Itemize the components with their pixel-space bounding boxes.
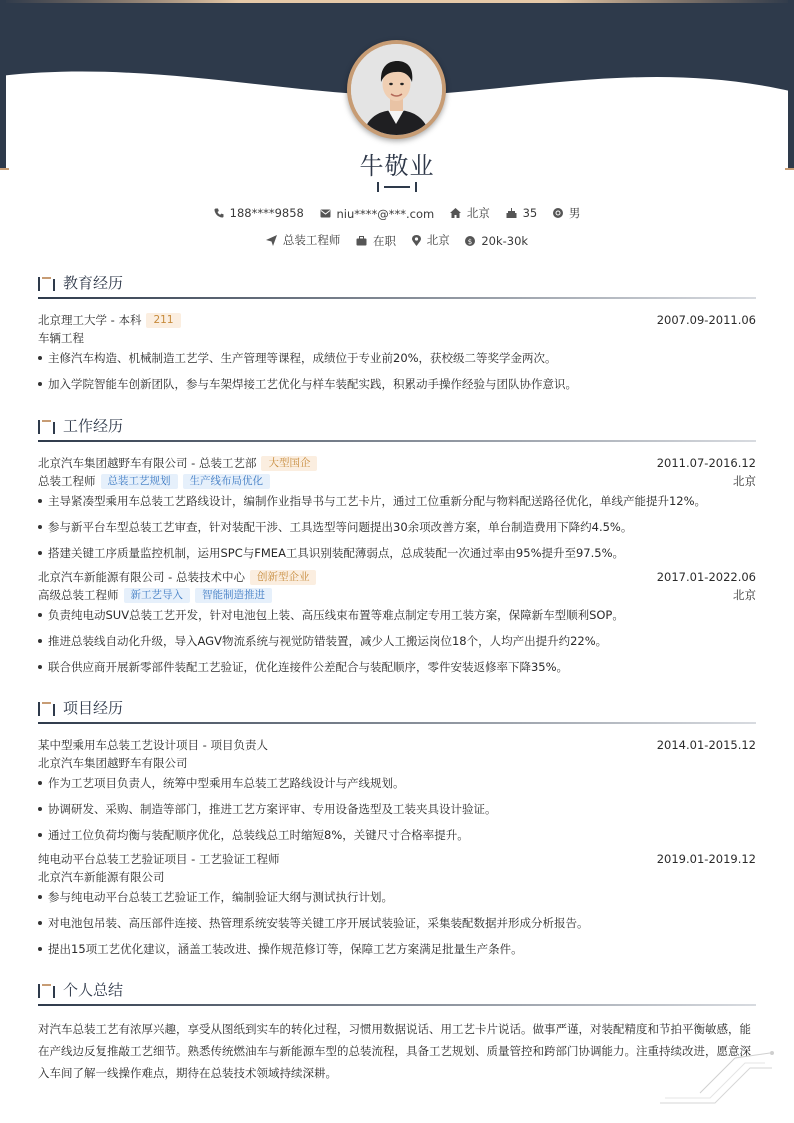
skill-tag: 智能制造推进: [195, 588, 272, 603]
intent-status: 在职: [356, 233, 396, 249]
name-divider: [377, 182, 417, 192]
candidate-name: 牛敬业: [359, 152, 435, 180]
summary-section: [38, 979, 756, 1005]
section-divider: [38, 297, 756, 299]
school-name: 北京理工大学 - 本科: [38, 313, 142, 327]
avatar: [347, 40, 446, 139]
education-section: 教育经历 北京理工大学 - 本科 211 2007.09-2011.06 车辆工程 主修汽车构造、机械制造工艺学、生产管理等课程，成绩位于专业前20%，获校级二等奖学金两次。 加入学院智能车创新团队，参与车架焊接工艺优化与样车装配实践，积累动手操作经验与团队协作意识。: [38, 274, 756, 391]
work-city: 北京: [733, 588, 756, 602]
job-role: 高级总装工程师: [38, 588, 119, 602]
project-org: 北京汽车集团越野车有限公司: [38, 756, 188, 770]
skill-tag: 生产线布局优化: [183, 474, 271, 489]
project-org: 北京汽车新能源有限公司: [38, 870, 165, 884]
company-tag: 创新型企业: [250, 570, 317, 585]
skill-tag: 新工艺导入: [124, 588, 191, 603]
section-divider: [38, 722, 756, 724]
job-role: 总装工程师: [38, 474, 96, 488]
phone-icon: [214, 208, 224, 218]
project-name: 某中型乘用车总装工艺设计项目 - 项目负责人: [38, 738, 268, 752]
svg-text:$: $: [468, 237, 473, 246]
project-date: 2019.01-2019.12: [656, 852, 756, 866]
section-header: [38, 979, 756, 1005]
section-marker-icon: [38, 420, 56, 434]
section-title: 教育经历: [63, 274, 124, 292]
work-city: 北京: [733, 474, 756, 488]
skill-tag: 总装工艺规划: [101, 474, 178, 489]
major: 车辆工程: [38, 331, 84, 345]
portrait-image: [351, 44, 442, 135]
section-marker-icon: [38, 702, 56, 716]
contact-age: 35: [506, 206, 538, 220]
section-title: 工作经历: [63, 417, 124, 435]
intent-city: 北京: [412, 232, 450, 248]
section-marker-icon: [38, 984, 56, 998]
section-divider: [38, 1004, 756, 1006]
corner-decoration: [660, 1048, 780, 1108]
section-marker-icon: [38, 277, 56, 291]
location-pin-icon: [412, 235, 421, 246]
section-title: 项目经历: [63, 699, 124, 717]
mail-icon: [320, 209, 331, 218]
work-section: 工作经历 北京汽车集团越野车有限公司 - 总装工艺部 大型国企 2011.07-2016.12 总装工程师 总装工艺规划 生产线布局优化 北京 主导紧凑型乘用车总装工艺路线设计，编制作业指导书与工艺卡片，通过工位重新分配与物料配送路径优化，单线产能提升12%。 参与新平台车型总装工艺审查，针对装配干涉、工具选型等问题提出30余项改善方案，单台制造费用下降约4.5%。 搭建关键工序质量监控机制，运用SPC与FMEA工具识别装配薄弱点，总成装配一次通过率由95%提升至97.5%。 北京汽车新能源有限公司 - 总装技术中心 创新型企业 2017.01-2022.06 高级总装工程师 新工艺导入 智能制造推进 北京 负责纯电动SUV总装工艺开发，针对电池包上装、高压线束布置等难点制定专用工装方案，保障新车型顺利SOP。 推进总装线自动化升级，导入AGV物流系统与视觉防错装置，减少人工搬运岗位18个，人均产出提升约22%。 联合供应商开展新零部件装配工艺验证，优化连接件公差配合与装配顺序，零件安装返修率下降35%。: [38, 417, 756, 674]
send-icon: [266, 235, 277, 246]
contact-city: 北京: [450, 205, 490, 221]
contact-row: [0, 205, 794, 221]
contact-email: niu****@***.com: [320, 207, 435, 221]
cake-icon: [506, 208, 517, 218]
company-name: 北京汽车新能源有限公司 - 总装技术中心: [38, 570, 245, 584]
contact-gender: 男: [553, 205, 581, 221]
contact-phone: 188****9858: [214, 206, 304, 220]
briefcase-icon: [356, 236, 367, 246]
gender-icon: [553, 208, 563, 218]
work-date: 2017.01-2022.06: [656, 570, 756, 584]
section-divider: [38, 440, 756, 442]
summary-text: 对汽车总装工艺有浓厚兴趣，享受从图纸到实车的转化过程，习惯用数据说话、用工艺卡片说话。做事严谨，对装配精度和节拍平衡敏感，能在产线边反复推敲工艺细节。熟悉传统燃油车与新能源车型的总装流程，具备工艺规划、质量管控和跨部门协调能力。注重持续改进，愿意深入车间了解一线操作难点，期待在总装技术领域持续深耕。: [38, 1022, 751, 1080]
project-name: 纯电动平台总装工艺验证项目 - 工艺验证工程师: [38, 852, 280, 866]
intent-salary: $ 20k-30k: [465, 234, 528, 248]
job-intent-row: [0, 232, 794, 249]
education-date: 2007.09-2011.06: [656, 313, 756, 327]
school-tag: 211: [146, 313, 180, 328]
money-icon: [465, 236, 475, 246]
project-date: 2014.01-2015.12: [656, 738, 756, 752]
project-section: 项目经历 某中型乘用车总装工艺设计项目 - 项目负责人 2014.01-2015.12 北京汽车集团越野车有限公司 作为工艺项目负责人，统筹中型乘用车总装工艺路线设计与产线规划。 协调研发、采购、制造等部门，推进工艺方案评审、专用设备选型及工装夹具设计验证。 通过工位负荷均衡与装配顺序优化，总装线总工时缩短8%，关键尺寸合格率提升。 纯电动平台总装工艺验证项目 - 工艺验证工程师 2019.01-2019.12 北京汽车新能源有限公司 参与纯电动平台总装工艺验证工作，编制验证大纲与测试执行计划。 对电池包吊装、高压部件连接、热管理系统安装等关键工序开展试装验证，采集装配数据并形成分析报告。 提出15项工艺优化建议，涵盖工装改进、操作规范修订等，保障工艺方案满足批量生产条件。: [38, 699, 756, 956]
company-tag: 大型国企: [261, 456, 317, 471]
section-title: 个人总结: [63, 981, 124, 999]
company-name: 北京汽车集团越野车有限公司 - 总装工艺部: [38, 456, 257, 470]
intent-position: 总装工程师: [266, 232, 341, 248]
work-date: 2011.07-2016.12: [656, 456, 756, 470]
home-icon: [450, 208, 461, 218]
